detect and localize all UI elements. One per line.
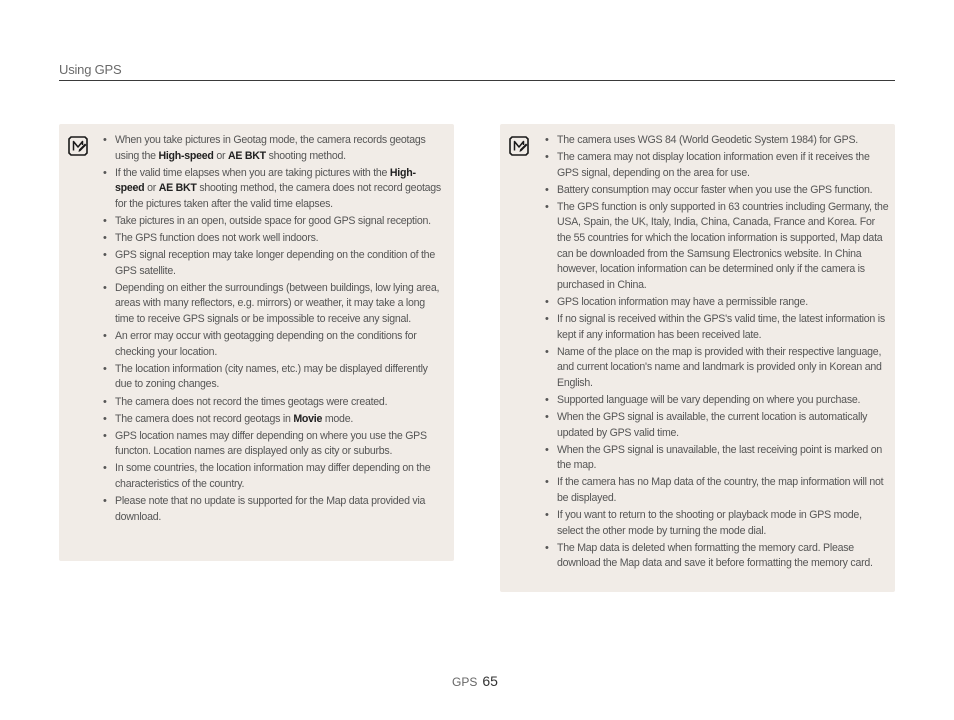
note-list-item: • If you want to return to the shooting or playback mode in GPS mode, select the other mode by turning the mode dial. bbox=[545, 508, 889, 539]
page-number: 65 bbox=[482, 673, 498, 689]
note-list-item: • The GPS function does not work well indoors. bbox=[103, 231, 444, 247]
note-list-item: • If the valid time elapses when you are taking pictures with the High-speed or AE BKT shooting method, the camera does not record geotags for the pictures taken after the valid time elapses. bbox=[103, 166, 444, 213]
note-list-item: • Supported language will be vary depending on where you purchase. bbox=[545, 393, 889, 409]
note-box-right bbox=[500, 124, 895, 592]
note-list-item: • An error may occur with geotagging depending on the conditions for checking your location. bbox=[103, 329, 444, 360]
note-list-item: • The GPS function is only supported in 63 countries including Germany, the USA, Spain, the UK, Italy, India, China, Canada, France and Korea. For the 55 countries for which the location information is supported, Map data can be downloaded from the Samsung Electronics website. In China however, location information can be determined only if the camera is purchased in China. bbox=[545, 200, 889, 294]
note-list-item: • When the GPS signal is unavailable, the last receiving point is marked on the map. bbox=[545, 443, 889, 474]
note-list-item: • The Map data is deleted when formatting the memory card. Please download the Map data and save it before formatting the memory card. bbox=[545, 541, 889, 572]
note-list-item: • If the camera has no Map data of the country, the map information will not be displayed. bbox=[545, 475, 889, 506]
header-divider bbox=[59, 80, 895, 81]
note-list-item: • Battery consumption may occur faster when you use the GPS function. bbox=[545, 183, 889, 199]
note-list-item: • The camera does not record geotags in Movie mode. bbox=[103, 412, 444, 428]
emphasized-term: High-speed bbox=[115, 166, 416, 195]
emphasized-term: AE BKT bbox=[227, 149, 266, 162]
note-list-item: • If no signal is received within the GPS's valid time, the latest information is kept if any information has been received late. bbox=[545, 312, 889, 343]
note-list-item: • Take pictures in an open, outside space for good GPS signal reception. bbox=[103, 214, 444, 230]
page-section-title: Using GPS bbox=[59, 62, 122, 77]
note-list-item: • The camera uses WGS 84 (World Geodetic System 1984) for GPS. bbox=[545, 133, 889, 149]
note-list-item: • GPS location names may differ depending on where you use the GPS functon. Location names are displayed only as city or suburbs. bbox=[103, 429, 444, 460]
note-list-item: • Name of the place on the map is provided with their respective language, and current location's name and landmark is provided only in Korean and English. bbox=[545, 345, 889, 392]
emphasized-term: Movie bbox=[293, 412, 323, 425]
footer-section-label: GPS bbox=[452, 675, 478, 689]
note-list-item: • When you take pictures in Geotag mode, the camera records geotags using the High-speed or AE BKT shooting method. bbox=[103, 133, 444, 164]
note-list-item: • Please note that no update is supported for the Map data provided via download. bbox=[103, 494, 444, 525]
note-list-item: • GPS signal reception may take longer depending on the condition of the GPS satellite. bbox=[103, 248, 444, 279]
note-list-item: • Depending on either the surroundings (between buildings, low lying area, areas with many reflectors, e.g. mirrors) or weather, it may take a long time to receive GPS signals or be impossible to receive any signal. bbox=[103, 281, 444, 328]
note-list-item: • The camera may not display location information even if it receives the GPS signal, depending on the area for use. bbox=[545, 150, 889, 181]
emphasized-term: High-speed bbox=[158, 149, 214, 162]
note-pencil-icon bbox=[508, 135, 530, 157]
note-list-item: • In some countries, the location information may differ depending on the characteristics of the country. bbox=[103, 461, 444, 492]
emphasized-term: AE BKT bbox=[158, 182, 197, 195]
note-list-item: • GPS location information may have a permissible range. bbox=[545, 295, 889, 311]
note-list-left bbox=[103, 133, 444, 527]
note-list-right bbox=[545, 133, 889, 574]
note-list-item: • The camera does not record the times geotags were created. bbox=[103, 395, 444, 411]
note-list-item: • When the GPS signal is available, the current location is automatically updated by GPS valid time. bbox=[545, 410, 889, 441]
page-footer bbox=[452, 673, 498, 689]
note-list-item: • The location information (city names, etc.) may be displayed differently due to zoning changes. bbox=[103, 362, 444, 393]
note-pencil-icon bbox=[67, 135, 89, 157]
note-box-left bbox=[59, 124, 454, 561]
